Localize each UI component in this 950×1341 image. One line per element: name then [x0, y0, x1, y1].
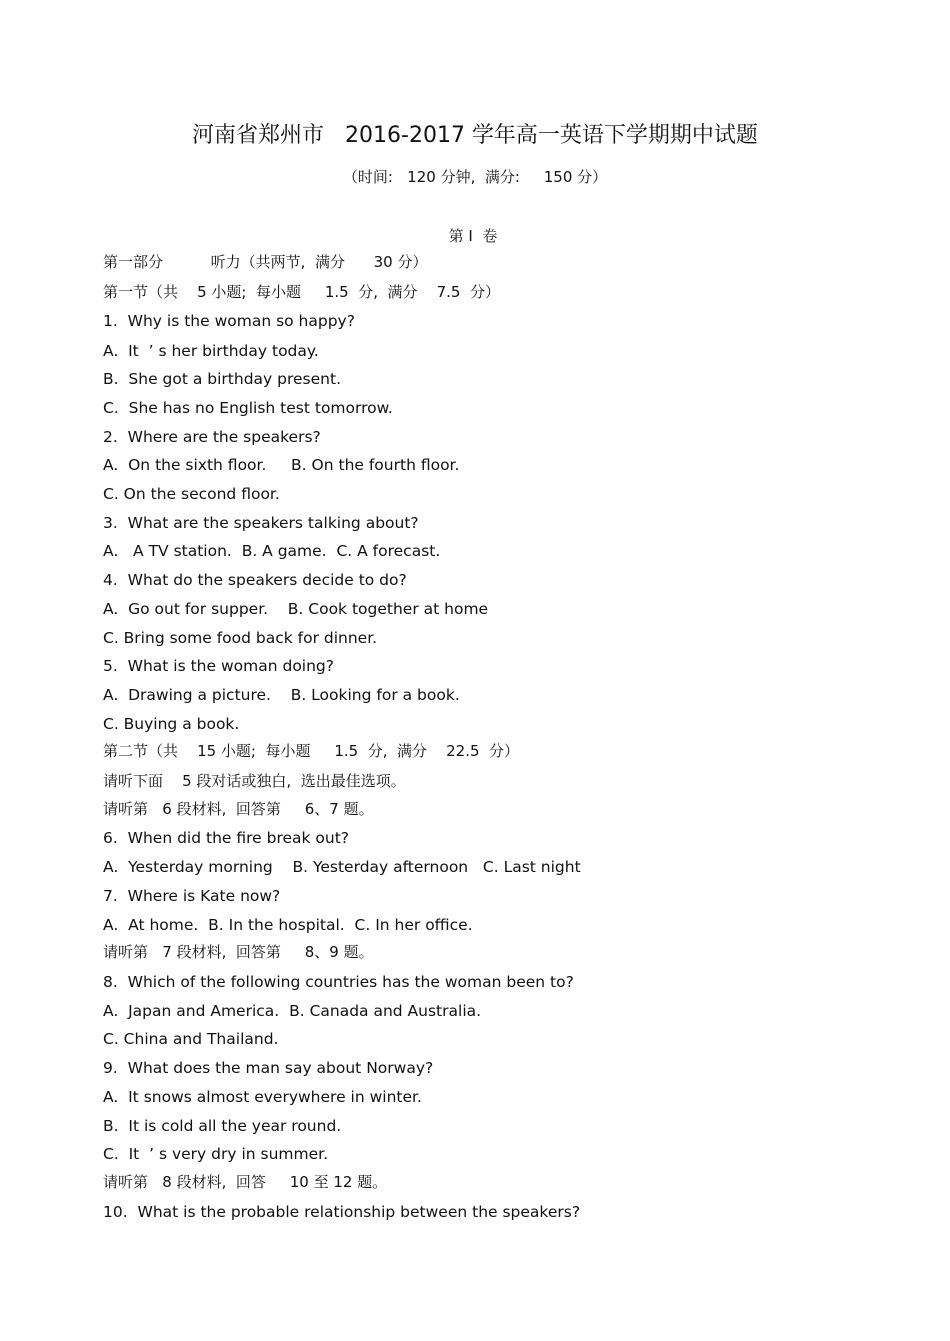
volume-heading: 第 I 卷: [448, 227, 498, 245]
question-line: 4. What do the speakers decide to do?: [103, 571, 407, 589]
question-line: 1. Why is the woman so happy?: [103, 312, 355, 330]
option-line: A. It ’ s her birthday today.: [103, 342, 319, 360]
option-line: A. Drawing a picture. B. Looking for a book.: [103, 686, 460, 704]
option-line: A. A TV station. B. A game. C. A forecast.: [103, 542, 441, 560]
question-line: 9. What does the man say about Norway?: [103, 1059, 434, 1077]
option-line: A. At home. B. In the hospital. C. In her office.: [103, 916, 473, 934]
option-line: A. It snows almost everywhere in winter.: [103, 1088, 422, 1106]
question-line: 5. What is the woman doing?: [103, 657, 334, 675]
instruction-line: 请听第 7 段材料, 回答第 8、9 题。: [103, 943, 374, 961]
option-line: B. It is cold all the year round.: [103, 1117, 342, 1135]
option-line: B. She got a birthday present.: [103, 370, 341, 388]
question-line: 2. Where are the speakers?: [103, 428, 321, 446]
option-line: A. Japan and America. B. Canada and Australia.: [103, 1002, 482, 1020]
question-line: 6. When did the fire break out?: [103, 829, 350, 847]
question-line: 7. Where is Kate now?: [103, 887, 281, 905]
option-line: C. China and Thailand.: [103, 1030, 279, 1048]
section-heading: 第二节（共 15 小题; 每小题 1.5 分, 满分 22.5 分）: [103, 742, 520, 760]
instruction-line: 请听第 6 段材料, 回答第 6、7 题。: [103, 800, 374, 818]
option-line: A. On the sixth floor. B. On the fourth floor.: [103, 456, 460, 474]
question-line: 8. Which of the following countries has the woman been to?: [103, 973, 574, 991]
option-line: C. Bring some food back for dinner.: [103, 629, 378, 647]
option-line: A. Yesterday morning B. Yesterday afternoon C. Last night: [103, 858, 581, 876]
exam-subtitle: （时间: 120 分钟, 满分: 150 分）: [342, 168, 608, 186]
option-line: C. It ’ s very dry in summer.: [103, 1145, 329, 1163]
section-heading: 第一节（共 5 小题; 每小题 1.5 分, 满分 7.5 分）: [103, 283, 500, 301]
instruction-line: 请听下面 5 段对话或独白, 选出最佳选项。: [103, 772, 406, 790]
instruction-line: 请听第 8 段材料, 回答 10 至 12 题。: [103, 1173, 388, 1191]
option-line: C. On the second floor.: [103, 485, 280, 503]
option-line: A. Go out for supper. B. Cook together at home: [103, 600, 489, 618]
exam-title: 河南省郑州市 2016-2017 学年高一英语下学期期中试题: [192, 123, 758, 148]
part-heading: 第一部分 听力（共两节, 满分 30 分）: [103, 253, 428, 271]
question-line: 3. What are the speakers talking about?: [103, 514, 419, 532]
question-line: 10. What is the probable relationship between the speakers?: [103, 1203, 581, 1221]
option-line: C. She has no English test tomorrow.: [103, 399, 393, 417]
option-line: C. Buying a book.: [103, 715, 240, 733]
